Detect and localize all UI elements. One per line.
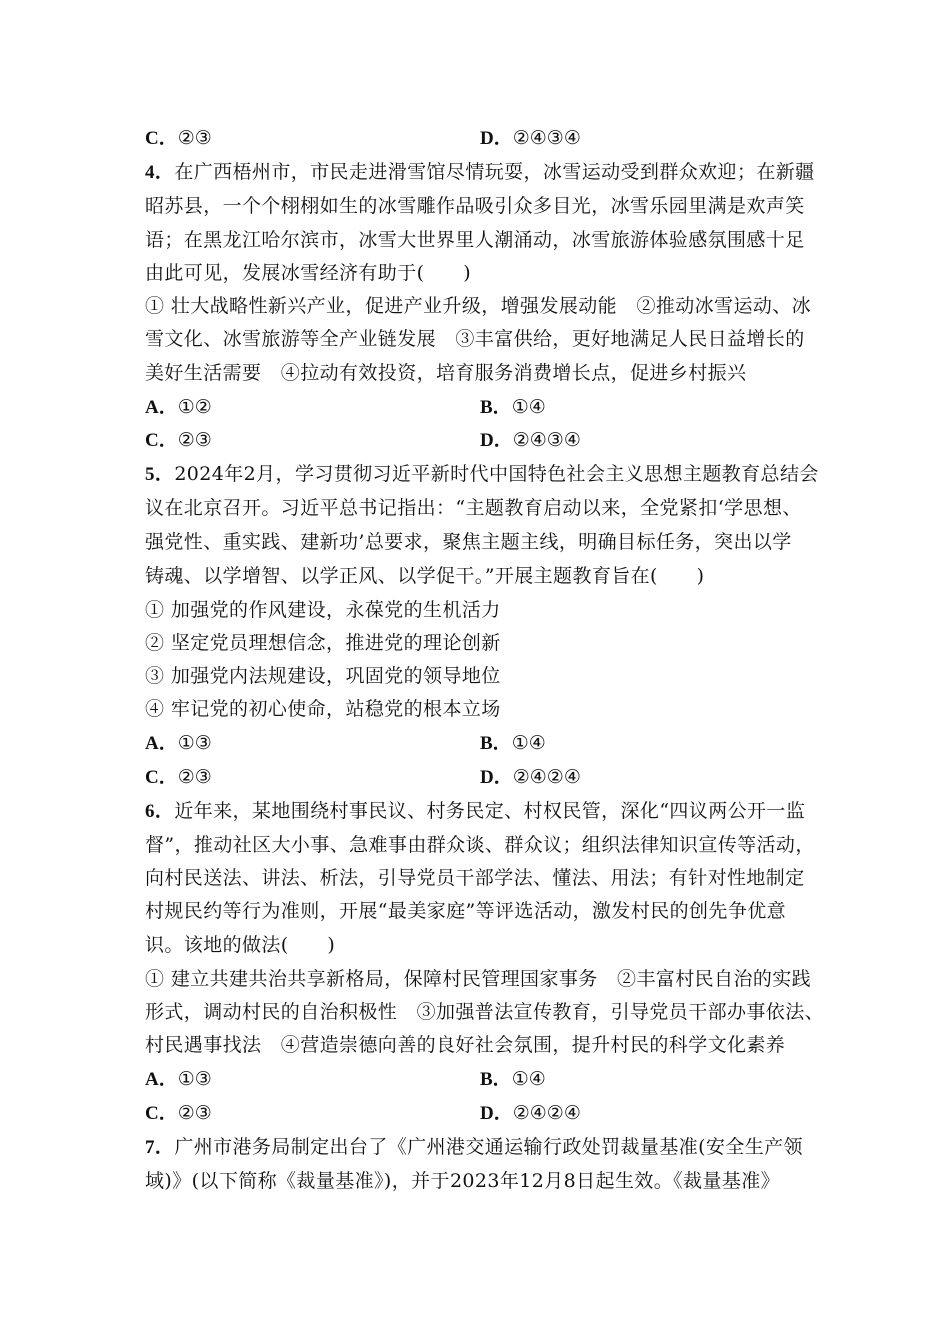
q5-stem-line [145, 462, 825, 487]
q4-option-d[interactable] [480, 428, 581, 453]
q7-stem-line: 域)》(以下简称《裁量基准》)，并于2023年12月8日起生效。《裁量基准》 [145, 1170, 781, 1192]
q6-statement-line: 形式，调动村民的自治积极性 ③加强普法宣传教育，引导党员干部办事依法、 [145, 1001, 825, 1023]
q5-stem-line: 议在北京召开。习近平总书记指出：“主题教育启动以来，全党紧扣‘学思想、 [145, 497, 802, 519]
option-text: ①④ [511, 1068, 546, 1090]
option-text: ①③ [177, 732, 212, 754]
option-text: ②③ [177, 127, 212, 149]
q6-option-d[interactable] [480, 1101, 581, 1126]
q7-stem-line [145, 1135, 825, 1160]
q5-stem-line: 铸魂、以学增智、以学正风、以学促干。”开展主题教育旨在( ) [145, 565, 705, 587]
option-letter: C． [145, 767, 178, 788]
option-text: ②④②④ [512, 766, 581, 788]
q6-option-c[interactable] [145, 1101, 212, 1126]
question-number: 4． [145, 162, 175, 183]
q4-option-c[interactable] [145, 428, 212, 453]
q4-stem-line: 昭苏县，一个个栩栩如生的冰雪雕作品吸引众多目光，冰雪乐园里满是欢声笑 [145, 195, 805, 217]
q5-statement-line: ④ 牢记党的初心使命，站稳党的根本立场 [145, 698, 501, 720]
q4-stem-line [145, 160, 825, 185]
q5-option-d[interactable] [480, 765, 581, 790]
q5-statement-line: ① 加强党的作风建设，永葆党的生机活力 [145, 599, 501, 621]
q6-stem-line: 村规民约等行为准则，开展“最美家庭”等评选活动，激发村民的创先争优意 [145, 900, 787, 922]
q6-statement-line: ① 建立共建共治共享新格局，保障村民管理国家事务 ②丰富村民自治的实践 [145, 968, 812, 990]
q5-stem-text: 2024年2月，学习贯彻习近平新时代中国特色社会主义思想主题教育总结会 [174, 463, 819, 485]
q5-stem-line: 强党性、重实践、建新功’总要求，聚焦主题主线，明确目标任务，突出以学 [145, 531, 792, 553]
q6-stem-line: 督”，推动社区大小事、急难事由群众谈、群众议；组织法律知识宣传等活动， [145, 834, 815, 856]
option-letter: B． [480, 397, 512, 418]
option-letter: B． [480, 733, 512, 754]
top-option-d[interactable] [480, 126, 581, 151]
option-letter: A． [145, 1069, 178, 1090]
option-text: ②③ [177, 1102, 212, 1124]
question-number: 7． [145, 1137, 175, 1158]
q4-stem-line: 由此可见，发展冰雪经济有助于( ) [145, 262, 472, 284]
q5-option-a[interactable] [145, 731, 212, 756]
option-letter: C． [145, 128, 178, 149]
option-letter: C． [145, 1103, 178, 1124]
q6-option-a[interactable] [145, 1067, 212, 1092]
q5-statement-line: ③ 加强党内法规建设，巩固党的领导地位 [145, 665, 501, 687]
q4-stem-line: 语；在黑龙江哈尔滨市，冰雪大世界里人潮涌动，冰雪旅游体验感氛围感十足 [145, 229, 805, 251]
option-letter: A． [145, 397, 178, 418]
option-letter: D． [480, 767, 513, 788]
option-text: ②④③④ [512, 429, 581, 451]
q6-stem-line: 向村民送法、讲法、析法，引导党员干部学法、懂法、用法；有针对性地制定 [145, 867, 805, 889]
question-number: 5． [145, 464, 175, 485]
option-text: ①② [177, 396, 212, 418]
q4-option-a[interactable] [145, 395, 212, 420]
q5-statement-line: ② 坚定党员理想信念，推进党的理论创新 [145, 632, 501, 654]
q4-statement-line: ① 壮大战略性新兴产业，促进产业升级，增强发展动能 ②推动冰雪运动、冰 [145, 295, 812, 317]
q6-stem-text: 近年来，某地围绕村事民议、村务民定、村权民管，深化“四议两公开一监 [174, 800, 806, 822]
q4-statement-line: 美好生活需要 ④拉动有效投资，培育服务消费增长点，促进乡村振兴 [145, 362, 747, 384]
q5-option-b[interactable] [480, 731, 546, 756]
question-number: 6． [145, 801, 175, 822]
option-text: ②④③④ [512, 127, 581, 149]
option-letter: A． [145, 733, 178, 754]
option-text: ②③ [177, 766, 212, 788]
q6-option-b[interactable] [480, 1067, 546, 1092]
option-text: ①④ [511, 732, 546, 754]
option-letter: D． [480, 430, 513, 451]
option-text: ①④ [511, 396, 546, 418]
top-option-c[interactable] [145, 126, 212, 151]
option-letter: C． [145, 430, 178, 451]
q6-stem-line: 识。该地的做法( ) [145, 934, 336, 956]
q5-option-c[interactable] [145, 765, 212, 790]
option-letter: D． [480, 128, 513, 149]
option-letter: D． [480, 1103, 513, 1124]
option-letter: B． [480, 1069, 512, 1090]
option-text: ②③ [177, 429, 212, 451]
q4-stem-text: 在广西梧州市，市民走进滑雪馆尽情玩耍，冰雪运动受到群众欢迎；在新疆 [174, 161, 815, 183]
q4-option-b[interactable] [480, 395, 546, 420]
option-text: ①③ [177, 1068, 212, 1090]
q7-stem-text: 广州市港务局制定出台了《广州港交通运输行政处罚裁量基准(安全生产领 [174, 1136, 803, 1158]
q6-statement-line: 村民遇事找法 ④营造崇德向善的良好社会氛围，提升村民的科学文化素养 [145, 1034, 786, 1056]
q6-stem-line [145, 799, 825, 824]
q4-statement-line: 雪文化、冰雪旅游等全产业链发展 ③丰富供给，更好地满足人民日益增长的 [145, 328, 805, 350]
option-text: ②④②④ [512, 1102, 581, 1124]
